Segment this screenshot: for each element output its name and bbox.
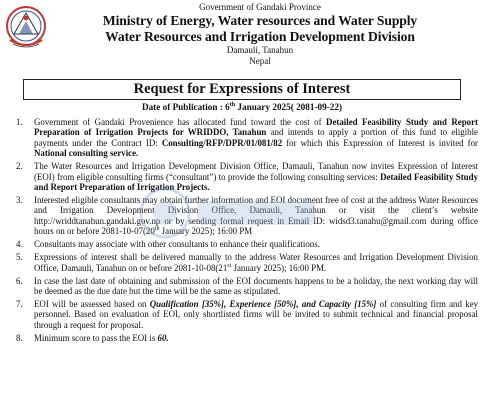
publication-date: [0, 102, 484, 113]
list-item: [16, 333, 478, 343]
division-name: Water Resources and Irrigation Development Division: [105, 29, 415, 44]
list-item: [16, 195, 478, 237]
item-number: 4.: [16, 239, 23, 250]
eoi-terms-list: [16, 117, 478, 346]
list-item: [16, 252, 478, 273]
item-text: for which this Expression of Interest is invited for: [282, 137, 478, 148]
evaluation-criteria: Qualification [35%], Experience [50%], and Capacity [15%]: [149, 299, 377, 310]
item-text: Expressions of interest shall be delivered manually to the address Water Resources and Irrigation Development Division Office, Damauli, Tanahun on or before 2081-10-08(21: [34, 252, 478, 273]
notice-title: Request for Expressions of Interest: [23, 79, 461, 100]
government-name: Government of Gandaki Province: [199, 2, 321, 12]
item-text: January 2025); 16:00 PM.: [231, 262, 327, 273]
publication-date-rest: January 2025( 2081-09-22): [235, 102, 343, 112]
item-text: January 2025); 16:00 PM: [159, 226, 253, 237]
item-text: Consultants may associate with other consultants to enhance their qualifications.: [34, 239, 320, 250]
item-text: In case the last date of obtaining and submission of the EOI documents happens to be a holiday, the next working day will be deemed as the due date but the time will be the same as stipulated.: [34, 275, 478, 297]
list-item: [16, 117, 478, 159]
item-text: Minimum score to pass the EOI is: [34, 332, 158, 343]
country-name: Nepal: [249, 56, 271, 66]
item-text: of consulting firm and key personnel. Based on evaluation of EOI, only shortlisted firms will be invited to submit technical and financial proposal through a request for proposal.: [34, 299, 479, 330]
list-item: [16, 239, 478, 249]
list-item: [16, 161, 478, 192]
item-number: 7.: [16, 299, 23, 310]
ministry-name: Ministry of Energy, Water resources and Water Supply: [102, 13, 418, 28]
item-text: Interested eligible consultants may obtain further information and EOI document free of cost at the address Water Resources and Irrigation Development Division Office, Damauli, Tanahun or visit the client’s website http://wriddtanahun.gandaki.gov.np or by sending formal request in Email ID: widsd3.tanahu@gmail.com during office hours on or before 2081-10-07(20: [34, 195, 478, 237]
date-suffix: st: [227, 262, 232, 269]
item-number: 2.: [16, 161, 23, 172]
contract-id: Consulting/RFP/DPR/01/081/82: [161, 137, 283, 148]
publication-date-suffix: th: [229, 101, 236, 108]
service-type: National consulting service.: [34, 148, 139, 159]
item-text: EOI will be assessed based on: [34, 299, 150, 310]
item-text: Government of Gandaki Provenience has allocated fund toward the cost of: [34, 117, 327, 127]
list-item: [16, 276, 478, 297]
item-number: 3.: [16, 195, 23, 206]
publication-date-label: Date of Publication : 6: [141, 102, 230, 112]
project-name: Detailed Feasibility Study and Report Preparation of Irrigation Projects for WRIDDO, Tanahun: [34, 117, 478, 138]
minimum-score: 60.: [157, 332, 169, 343]
office-location: Damauli, Tanahun: [226, 45, 294, 55]
item-text: and intends to apply a portion of this fund to eligible payments under the Contract ID:: [34, 127, 478, 148]
item-number: 5.: [16, 252, 23, 263]
service-description: Detailed Feasibility Study and Report Preparation of Irrigation Projects.: [34, 171, 478, 193]
list-item: [16, 299, 478, 330]
date-suffix: th: [154, 226, 160, 233]
item-number: 1.: [16, 117, 23, 127]
item-text: The Water Resources and Irrigation Development Division Office, Damauli, Tanahun now invites Expression of Interest (EOI) from eligible consulting firms (“consultant”) to provide the following consulting services:: [34, 161, 478, 182]
item-number: 6.: [16, 275, 23, 286]
letterhead: [40, 2, 480, 67]
item-number: 8.: [16, 332, 23, 343]
